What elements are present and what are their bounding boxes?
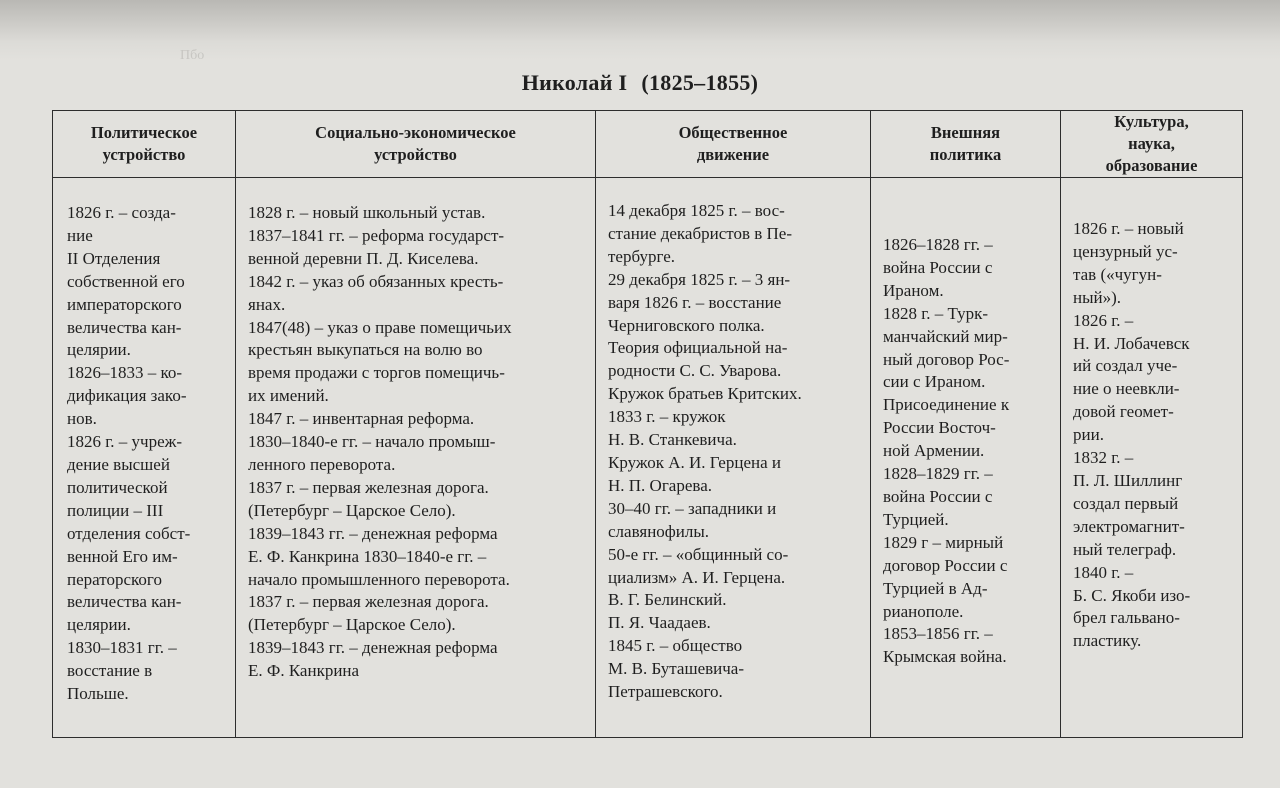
- header-culture: Культура, наука, образование: [1061, 111, 1243, 178]
- header-row: [53, 111, 1243, 178]
- cell-foreign-policy: 1826–1828 гг. – война России с Ираном. 1828 г. – Турк- манчайский мир- ный договор Рос- сии с Ираном. Присоединение к России Восточ- ной Армении. 1828–1829 гг. – война России с Турцией. 1829 г – мирный договор России с Турцией в Ад- рианополе. 1853–1856 гг. – Крымская война.: [871, 178, 1061, 738]
- cell-socio-economic: 1828 г. – новый школьный устав. 1837–1841 гг. – реформа государст- венной деревни П. Д. Киселева. 1842 г. – указ об обязанных кресть- янах. 1847(48) – указ о праве помещичьих крестьян выкупаться на волю во время продажи с торгов помещичь- их имений. 1847 г. – инвентарная реформа. 1830–1840-е гг. – начало промыш- ленного переворота. 1837 г. – первая железная дорога. (Петербург – Царское Село). 1839–1843 гг. – денежная реформа Е. Ф. Канкрина 1830–1840-е гг. – начало промышленного переворота. 1837 г. – первая железная дорога. (Петербург – Царское Село). 1839–1843 гг. – денежная реформа Е. Ф. Канкрина: [236, 178, 596, 738]
- cell-social-movement: 14 декабря 1825 г. – вос- стание декабристов в Пе- тербурге. 29 декабря 1825 г. – 3 ян- варя 1826 г. – восстание Черниговского полка. Теория официальной на- родности С. С. Уварова. Кружок братьев Критских. 1833 г. – кружок Н. В. Станкевича. Кружок А. И. Герцена и Н. П. Огарева. 30–40 гг. – западники и славянофилы. 50-е гг. – «общинный со- циализм» А. И. Герцена. В. Г. Белинский. П. Я. Чаадаев. 1845 г. – общество М. В. Буташевича- Петрашевского.: [596, 178, 871, 738]
- bleed-through-text: Пбо: [180, 48, 205, 63]
- history-table: [52, 110, 1243, 738]
- cell-culture: 1826 г. – новый цензурный ус- тав («чугун- ный»). 1826 г. – Н. И. Лобачевск ий создал уче- ние о неевкли- довой геомет- рии. 1832 г. – П. Л. Шиллинг создал первый электромагнит- ный телеграф. 1840 г. – Б. С. Якоби изо- брел гальвано- пластику.: [1061, 178, 1243, 738]
- title-years: (1825–1855): [641, 70, 759, 95]
- title-name: Николай I: [521, 70, 628, 95]
- page-title: [0, 70, 1280, 96]
- header-socio-economic: Социально-экономическое устройство: [236, 111, 596, 178]
- content-row: [53, 178, 1243, 738]
- header-social-movement: Общественное движение: [596, 111, 871, 178]
- header-political: Политическое устройство: [53, 111, 236, 178]
- cell-political: 1826 г. – созда- ние II Отделения собственной его императорского величества кан- целярии. 1826–1833 – ко- дификация зако- нов. 1826 г. – учреж- дение высшей политической полиции – III отделения собст- венной Его им- ператорского величества кан- целярии. 1830–1831 гг. – восстание в Польше.: [53, 178, 236, 738]
- header-foreign-policy: Внешняя политика: [871, 111, 1061, 178]
